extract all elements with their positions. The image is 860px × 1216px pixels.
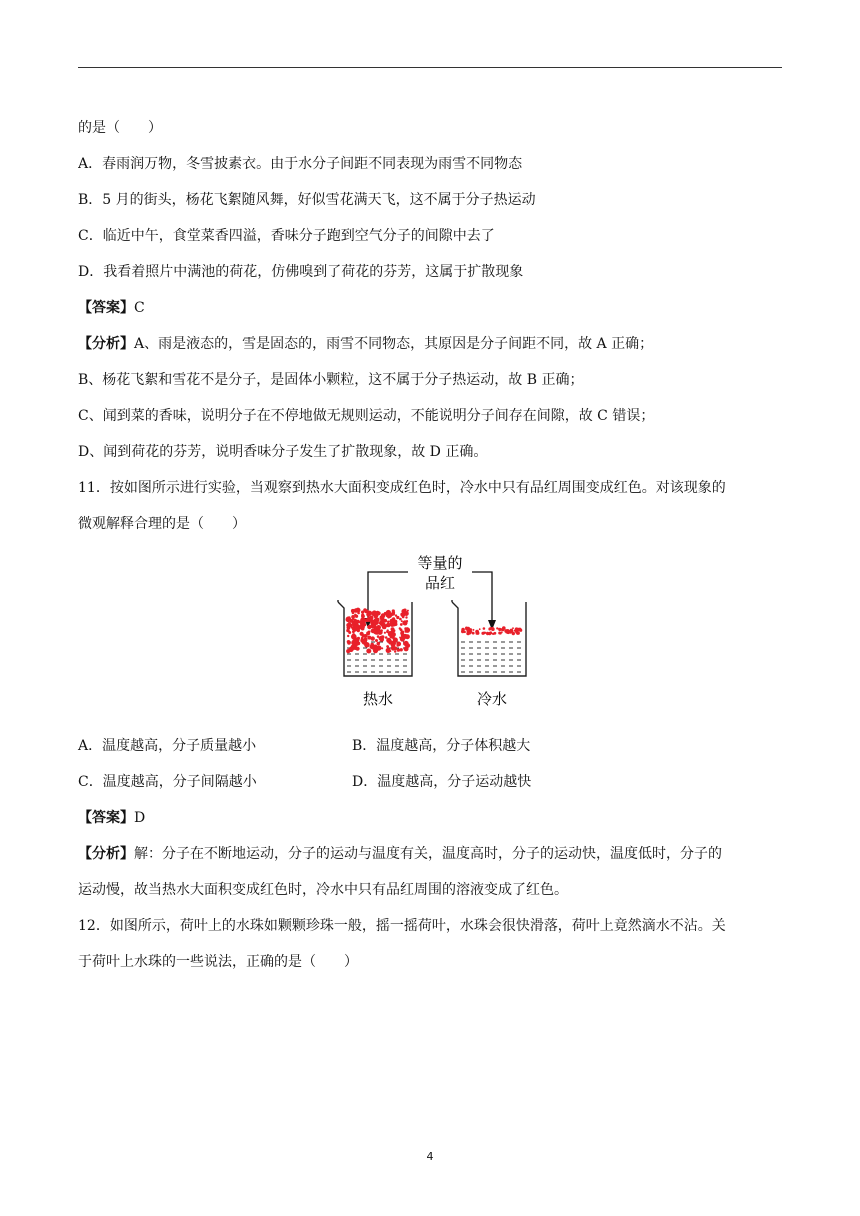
beaker-figure — [78, 542, 782, 728]
q10-analysis-2: B、杨花飞絮和雪花不是分子，是固体小颗粒，这不属于分子热运动，故 B 正确； — [78, 372, 584, 388]
header-rule — [78, 67, 782, 68]
q10-analysis-1 — [78, 326, 782, 362]
q11-analysis-1 — [78, 836, 782, 872]
right-arrow-line — [472, 572, 492, 624]
q11-analysis-2: 运动慢，故当热水大面积变成红色时，冷水中只有品红周围的溶液变成了红色。 — [78, 882, 568, 898]
q11-options-row-2 — [78, 764, 782, 800]
q10-option-a: A．春雨润万物，冬雪披素衣。由于水分子间距不同表现为雨雪不同物态 — [78, 156, 523, 172]
page-number: 4 — [426, 1150, 434, 1163]
analysis-text: 解：分子在不断地运动，分子的运动与温度有关，温度高时，分子的运动快，温度低时，分子的 — [134, 846, 722, 862]
q10-option-c: C．临近中午，食堂菜香四溢，香味分子跑到空气分子的间隙中去了 — [78, 228, 495, 244]
answer-value: D — [134, 810, 146, 826]
answer-label: 【答案】 — [78, 810, 134, 826]
q11-option-c: C．温度越高，分子间隔越小 — [78, 774, 257, 790]
q11-option-d: D．温度越高，分子运动越快 — [352, 774, 532, 790]
beaker-diagram — [330, 542, 540, 722]
figure-label-line1: 等量的 — [417, 554, 463, 572]
q11-stem-1: 11．按如图所示进行实验，当观察到热水大面积变成红色时，冷水中只有品红周围变成红色。对该现象的 — [78, 480, 726, 496]
q10-analysis-4: D、闻到荷花的芬芳，说明香味分子发生了扩散现象，故 D 正确。 — [78, 444, 488, 460]
q11-answer — [78, 800, 782, 836]
q11-stem-2: 微观解释合理的是（ ） — [78, 516, 246, 532]
cold-water-label: 冷水 — [476, 690, 508, 708]
answer-value: C — [134, 300, 145, 316]
q11-option-b: B．温度越高，分子体积越大 — [352, 738, 531, 754]
analysis-text: A、雨是液态的，雪是固态的，雨雪不同物态，其原因是分子间距不同，故 A 正确； — [134, 336, 654, 352]
hot-water-beaker — [338, 600, 412, 676]
q10-answer — [78, 290, 782, 326]
q10-analysis-3: C、闻到菜的香味，说明分子在不停地做无规则运动，不能说明分子间存在间隙，故 C 错误； — [78, 408, 655, 424]
q10-option-b: B．5 月的街头，杨花飞絮随风舞，好似雪花满天飞，这不属于分子热运动 — [78, 192, 536, 208]
hot-water-label: 热水 — [362, 690, 394, 708]
q10-option-d: D．我看着照片中满池的荷花，仿佛嗅到了荷花的芬芳，这属于扩散现象 — [78, 264, 524, 280]
page-content — [78, 110, 782, 980]
q10-stem-tail: 的是（ ） — [78, 120, 162, 136]
analysis-label: 【分析】 — [78, 846, 134, 862]
q11-options-row-1 — [78, 728, 782, 764]
q11-option-a: A．温度越高，分子质量越小 — [78, 738, 257, 754]
q12-stem-1: 12．如图所示，荷叶上的水珠如颗颗珍珠一般，摇一摇荷叶，水珠会很快滑落，荷叶上竟然滴水不沾。关 — [78, 918, 726, 934]
analysis-label: 【分析】 — [78, 336, 134, 352]
cold-water-beaker — [452, 600, 526, 676]
cold-water-red-dye — [461, 626, 522, 635]
figure-label-line2: 品红 — [424, 574, 456, 592]
answer-label: 【答案】 — [78, 300, 134, 316]
q12-stem-2: 于荷叶上水珠的一些说法，正确的是（ ） — [78, 954, 358, 970]
